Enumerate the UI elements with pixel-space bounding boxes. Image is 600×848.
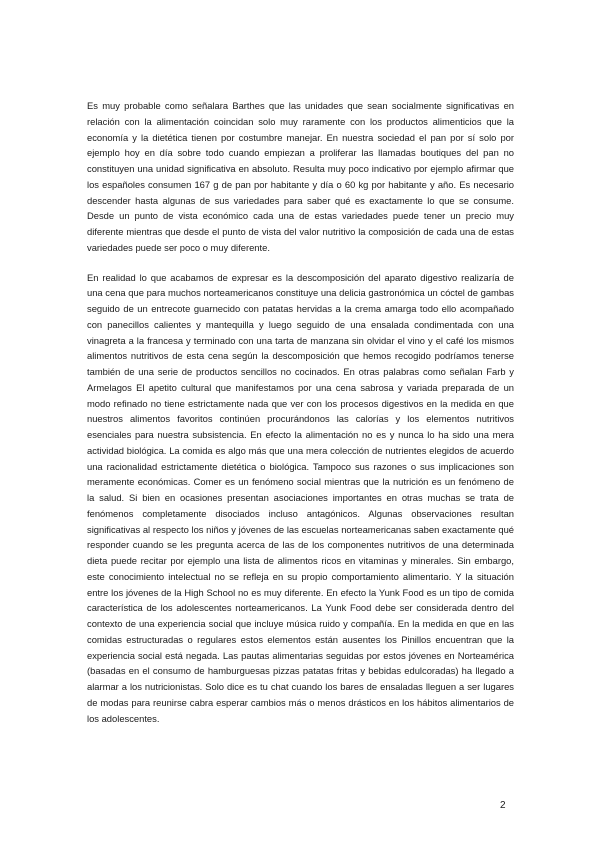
page-number: 2 <box>500 800 506 811</box>
body-text <box>87 98 514 726</box>
paragraph-1: Es muy probable como señalara Barthes que las unidades que sean socialmente significativas en relación con la alimentación coincidan solo muy raramente con los productos alimenticios que la economía y la dietética tienen por costumbre manejar. En nuestra sociedad el pan por sí solo por ejemplo hoy en día sobre todo cuando empiezan a proliferar las llamadas boutiques del pan no constituyen una unidad significativa en absoluto. Resulta muy poco indicativo por ejemplo afirmar que los españoles consumen 167 g de pan por habitante y día o 60 kg por habitante y año. Es necesario descender hasta algunas de sus variedades para saber qué es exactamente lo que se consume. Desde un punto de vista económico cada una de estas variedades puede tener un precio muy diferente mientras que desde el punto de vista del valor nutritivo la composición de cada una de estas variedades puede ser poco o muy diferente. <box>87 100 514 253</box>
paragraph-2: En realidad lo que acabamos de expresar es la descomposición del aparato digestivo realizaría de una cena que para muchos norteamericanos constituye una delicia gastronómica un cóctel de gambas seguido de un entrecote guarnecido con patatas hervidas a la crema amarga todo ello acompañado con panecillos calientes y mantequilla y luego seguido de una ensalada condimentada con una vinagreta a la francesa y terminado con una tarta de manzana sin olvidar el vino y el café los mismos alimentos nutritivos de esta cena según la descomposición que hemos recogido podríamos tenerse también de una serie de productos sencillos no cocinados. En otras palabras como señalan Farb y Armelagos El apetito cultural que manifestamos por una cena sabrosa y variada preparada de un modo refinado no tiene estrictamente nada que ver con los procesos digestivos en la medida en que nuestros alimentos favoritos continúen procurándonos las calorías y los elementos nutritivos esenciales para nuestra subsistencia. En efecto la alimentación no es y nunca lo ha sido una mera actividad biológica. La comida es algo más que una mera colección de nutrientes elegidos de acuerdo una racionalidad estrictamente dietética o biológica. Tampoco sus razones o sus implicaciones son meramente económicas. Comer es un fenómeno social mientras que la nutrición es un fenómeno de la salud. Si bien en ocasiones presentan asociaciones importantes en otras muchas se trata de fenómenos completamente disociados incluso antagónicos. Algunas observaciones resultan significativas al respecto los niños y jóvenes de las escuelas norteamericanas saben exactamente qué responder cuando se les pregunta acerca de las de los componentes nutritivos de una determinada dieta puede recitar por ejemplo una lista de alimentos ricos en vitaminas y minerales. Sin embargo, este conocimiento intelectual no se refleja en su propio comportamiento alimentario. Y la situación entre los jóvenes de la High School no es muy diferente. En efecto la Yunk Food es un tipo de comida característica de los adolescentes norteamericanos. La Yunk Food debe ser considerada dentro del contexto de una experiencia social que incluye música ruido y compañía. En la medida en que en las comidas estructuradas o regulares estos elementos están ausentes los Pinillos encuentran que la experiencia social está negada. Las pautas alimentarias seguidas por estos jóvenes en Norteamérica (basadas en el consumo de hamburguesas pizzas patatas fritas y bebidas edulcoradas) ha llegado a alarmar a los nutricionistas. Solo dice es tu chat cuando los bares de ensaladas lleguen a ser lugares de modas para reunirse cabra esperar cambios más o menos drásticos en los hábitos alimentarios de los adolescentes. <box>87 271 514 724</box>
